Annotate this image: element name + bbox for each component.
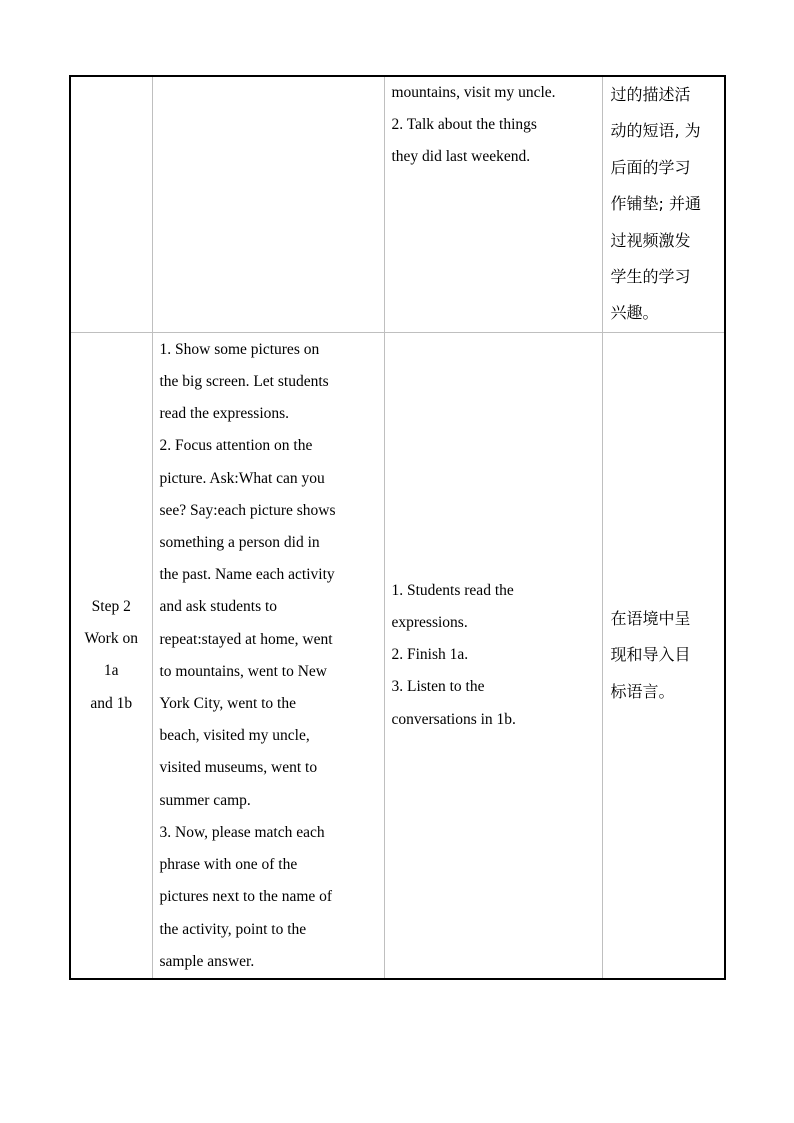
- text-line: expressions.: [391, 614, 468, 632]
- text-line: 动的短语, 为: [610, 121, 701, 141]
- text-line: 在语境中呈: [610, 608, 691, 628]
- text-line: 学生的学习: [610, 267, 691, 287]
- text-line: repeat:stayed at home, went: [159, 630, 333, 648]
- text-line: 3. Listen to the: [391, 678, 485, 696]
- step-cell: [70, 332, 152, 979]
- text-line: 1. Show some pictures on: [159, 340, 320, 358]
- text-line: summer camp.: [159, 791, 251, 809]
- text-line: the big screen. Let students: [159, 373, 329, 391]
- text-line: read the expressions.: [159, 405, 290, 423]
- text-line: sample answer.: [159, 952, 255, 970]
- text-line: 现和导入目: [610, 645, 691, 665]
- text-line: 作铺垫; 并通: [610, 194, 701, 214]
- text-line: the activity, point to the: [159, 920, 307, 938]
- purpose-cell: [602, 332, 725, 979]
- text-line: visited museums, went to: [159, 759, 318, 777]
- text-line: beach, visited my uncle,: [159, 727, 310, 745]
- teacher-activity-cell: [152, 332, 384, 979]
- table-row: [70, 76, 725, 332]
- text-line: York City, went to the: [159, 695, 296, 713]
- text-line: phrase with one of the: [159, 856, 298, 874]
- text-line: 1. Students read the: [391, 581, 514, 599]
- step-line: and 1b: [90, 694, 133, 712]
- text-line: 2. Talk about the things: [391, 116, 537, 134]
- text-line: 2. Focus attention on the: [159, 437, 313, 455]
- text-line: 过视频激发: [610, 230, 691, 250]
- text-line: pictures next to the name of: [159, 888, 333, 906]
- step-cell-empty: [70, 76, 152, 332]
- step-line: 1a: [103, 662, 119, 680]
- text-line: 2. Finish 1a.: [391, 646, 469, 664]
- text-line: something a person did in: [159, 534, 320, 552]
- text-line: and ask students to: [159, 598, 278, 616]
- text-line: the past. Name each activity: [159, 566, 335, 584]
- text-line: 过的描述活: [610, 85, 691, 104]
- text-line: conversations in 1b.: [391, 710, 516, 728]
- step-line: Step 2: [91, 597, 131, 615]
- student-activity-cell: [384, 332, 602, 979]
- text-line: see? Say:each picture shows: [159, 501, 336, 519]
- text-line: mountains, visit my uncle.: [391, 84, 556, 101]
- step-line: Work on: [84, 630, 138, 648]
- text-line: 后面的学习: [610, 157, 691, 177]
- text-line: 兴趣。: [610, 303, 659, 323]
- text-line: 3. Now, please match each: [159, 823, 325, 841]
- purpose-cell: [602, 76, 725, 332]
- student-activity-cell: [384, 76, 602, 332]
- text-line: 标语言。: [610, 681, 675, 701]
- teacher-activity-cell-empty: [152, 76, 384, 332]
- text-line: to mountains, went to New: [159, 662, 327, 680]
- lesson-plan-table: [69, 75, 726, 980]
- text-line: picture. Ask:What can you: [159, 469, 325, 487]
- text-line: they did last weekend.: [391, 148, 531, 166]
- table-row: [70, 332, 725, 979]
